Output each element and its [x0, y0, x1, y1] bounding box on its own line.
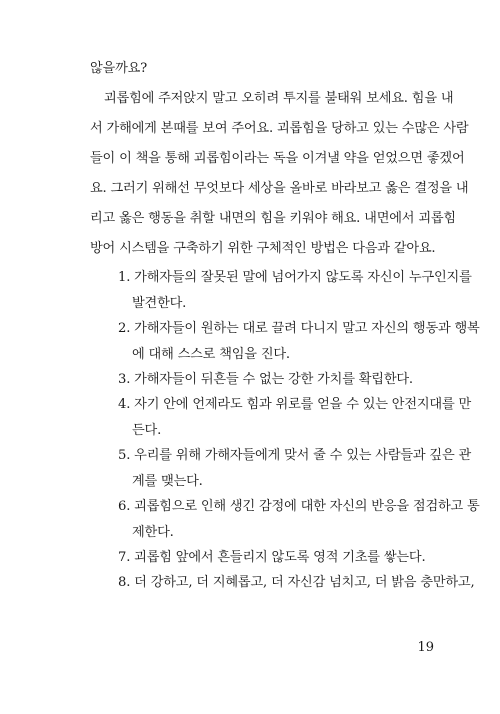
list-item-line: 1. 가해자들의 잘못된 말에 넘어가지 않도록 자신이 누구인지를	[118, 270, 472, 285]
paragraph-line: 리고 옳은 행동을 취할 내면의 힘을 키워야 해요. 내면에서 괴롭힘	[90, 211, 456, 226]
paragraph-line: 요. 그러기 위해선 무엇보다 세상을 올바로 바라보고 옳은 결정을 내	[90, 181, 469, 196]
list-item-line: 4. 자기 안에 언제라도 힘과 위로를 얻을 수 있는 안전지대를 만	[118, 397, 472, 412]
list-item-line: 6. 괴롭힘으로 인해 생긴 감정에 대한 자신의 반응을 점검하고 통	[118, 499, 480, 514]
list-item-line: 든다.	[132, 423, 162, 438]
list-item-line: 제한다.	[132, 525, 174, 540]
list-item-line: 에 대해 스스로 책임을 진다.	[132, 347, 290, 362]
paragraph-line: 들이 이 책을 통해 괴롭힘이라는 독을 이겨낼 약을 얻었으면 좋겠어	[90, 151, 465, 166]
list-item	[118, 548, 438, 568]
list-item	[118, 370, 438, 390]
list-item	[118, 573, 475, 593]
list-item	[118, 395, 472, 441]
paragraph-line: 서 가해에게 본때를 보여 주어요. 괴롭힘을 당하고 있는 수많은 사람	[90, 121, 469, 136]
paragraph-line: 않을까요?	[90, 61, 148, 76]
paragraph-line: 괴롭힘에 주저앉지 말고 오히려 투지를 불태워 보세요. 힘을 내	[104, 91, 454, 106]
list-item-line: 3. 가해자들이 뒤흔들 수 없는 강한 가치를 확립한다.	[118, 372, 413, 387]
list-item-line: 7. 괴롭힘 앞에서 흔들리지 않도록 영적 기초를 쌓는다.	[118, 550, 426, 565]
list-item-line: 5. 우리를 위해 가해자들에게 맞서 줄 수 있는 사람들과 깊은 관	[118, 448, 472, 463]
list-item	[118, 268, 472, 314]
paragraph-line: 방어 시스템을 구축하기 위한 구체적인 방법은 다음과 같아요.	[90, 241, 436, 256]
method-list	[118, 268, 480, 598]
list-item-line: 발견한다.	[132, 296, 187, 311]
list-item	[118, 497, 480, 543]
list-item	[118, 319, 480, 365]
page-number: 19	[417, 640, 434, 655]
list-item-line: 계를 맺는다.	[132, 474, 203, 489]
list-item-line: 2. 가해자들이 원하는 대로 끌려 다니지 말고 자신의 행동과 행복	[118, 321, 480, 336]
list-item-line: 8. 더 강하고, 더 지혜롭고, 더 자신감 넘치고, 더 밝음 충만하고,	[118, 575, 475, 590]
list-item	[118, 446, 472, 492]
